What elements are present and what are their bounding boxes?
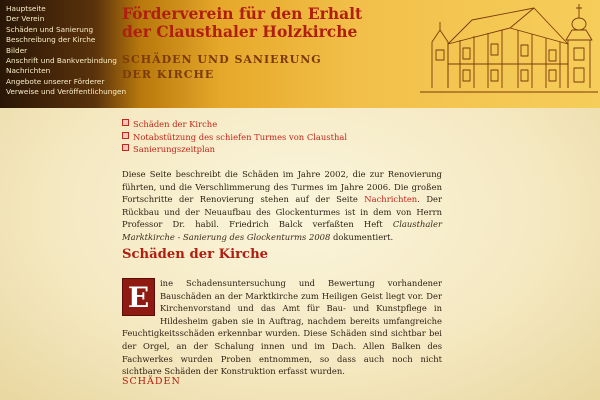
nachrichten-link[interactable]: Nachrichten xyxy=(364,194,418,205)
bullet-icon xyxy=(122,132,129,139)
toc-link-sanierungszeitplan[interactable]: Sanierungszeitplan xyxy=(133,144,216,155)
toc-item[interactable] xyxy=(122,118,452,131)
toc-item[interactable] xyxy=(122,131,452,144)
intro-text-2: . Der Rückbau und der Neuaufbau des Glockenturmes ist in dem von Herrn Professor Dr. habil. Friedrich Balck verfaßten Heft xyxy=(122,194,443,230)
church-drawing-icon xyxy=(400,0,600,108)
intro-text-3: dokumentiert. xyxy=(330,231,394,242)
intro-paragraph xyxy=(122,168,442,244)
site-title-line2: der Clausthaler Holzkirche xyxy=(122,22,358,41)
site-title-line1: Förderverein für den Erhalt xyxy=(122,4,363,23)
section-text: ine Schadensuntersuchung und Bewertung vorhandener Bauschäden an der Marktkirche zum Heiligen Geist liegt vor. Der Kirchenvorstand und das Amt für Bau- und Kunstpflege in Hildesheim gaben sie in Auftrag, nachdem bereits umfangreiche Feuchtigkeitsschäden erkennbar wurden. Diese Schäden sind sichtbar bei der Orgel, an der Schalung innen und im Dach. Allen Balken des Fachwerkes wurden Proben entnommen, so dass auch noch nicht sichtbare Schäden der Konstruktion erfasst wurden. xyxy=(122,278,442,377)
site-title xyxy=(122,5,362,41)
drop-cap-initial: E xyxy=(122,278,155,316)
toc-link-schaeden[interactable]: Schäden der Kirche xyxy=(133,119,218,129)
main-nav xyxy=(6,4,127,98)
section-heading: Schäden der Kirche xyxy=(122,247,269,262)
page-title-line1: SCHÄDEN UND SANIERUNG xyxy=(122,53,322,66)
nav-item-schaeden-und-sanierung[interactable]: Schäden und Sanierung xyxy=(6,24,94,34)
subheading-schaeden: SCHÄDEN xyxy=(122,376,181,387)
bullet-icon xyxy=(122,119,129,126)
nav-item-anschrift[interactable]: Anschrift und Bankverbindung xyxy=(6,56,117,66)
page-title-line2: DER KIRCHE xyxy=(122,68,215,81)
publication-title: Clausthaler Marktkirche - Sanierung des Glockenturms 2008 xyxy=(122,219,442,242)
table-of-contents xyxy=(122,118,452,156)
section-paragraph xyxy=(122,277,442,378)
nav-item-beschreibung-der-kirche[interactable]: Beschreibung der Kirche xyxy=(6,35,96,45)
nav-item-der-verein[interactable]: Der Verein xyxy=(6,14,45,24)
toc-link-notabstuetzung[interactable]: Notabstützung des schiefen Turmes von Clausthal xyxy=(133,131,348,142)
nav-item-bilder[interactable]: Bilder xyxy=(6,45,28,55)
nav-item-angebote[interactable]: Angebote unserer Förderer xyxy=(6,76,105,86)
toc-item[interactable] xyxy=(122,143,452,156)
nav-item-verweise[interactable]: Verweise und Veröffentlichungen xyxy=(6,87,127,97)
bullet-icon xyxy=(122,144,129,151)
intro-text-1: Diese Seite beschreibt die Schäden im Jahre 2002, die zur Renovierung führten, und die Verschlimmerung des Turmes im Jahre 2006. Die großen Fortschritte der Renovierung stehen auf der Seite xyxy=(122,169,442,205)
page-title xyxy=(122,52,322,82)
nav-item-nachrichten[interactable]: Nachrichten xyxy=(6,66,51,76)
page-header xyxy=(0,0,600,108)
nav-item-hauptseite[interactable]: Hauptseite xyxy=(6,4,46,13)
